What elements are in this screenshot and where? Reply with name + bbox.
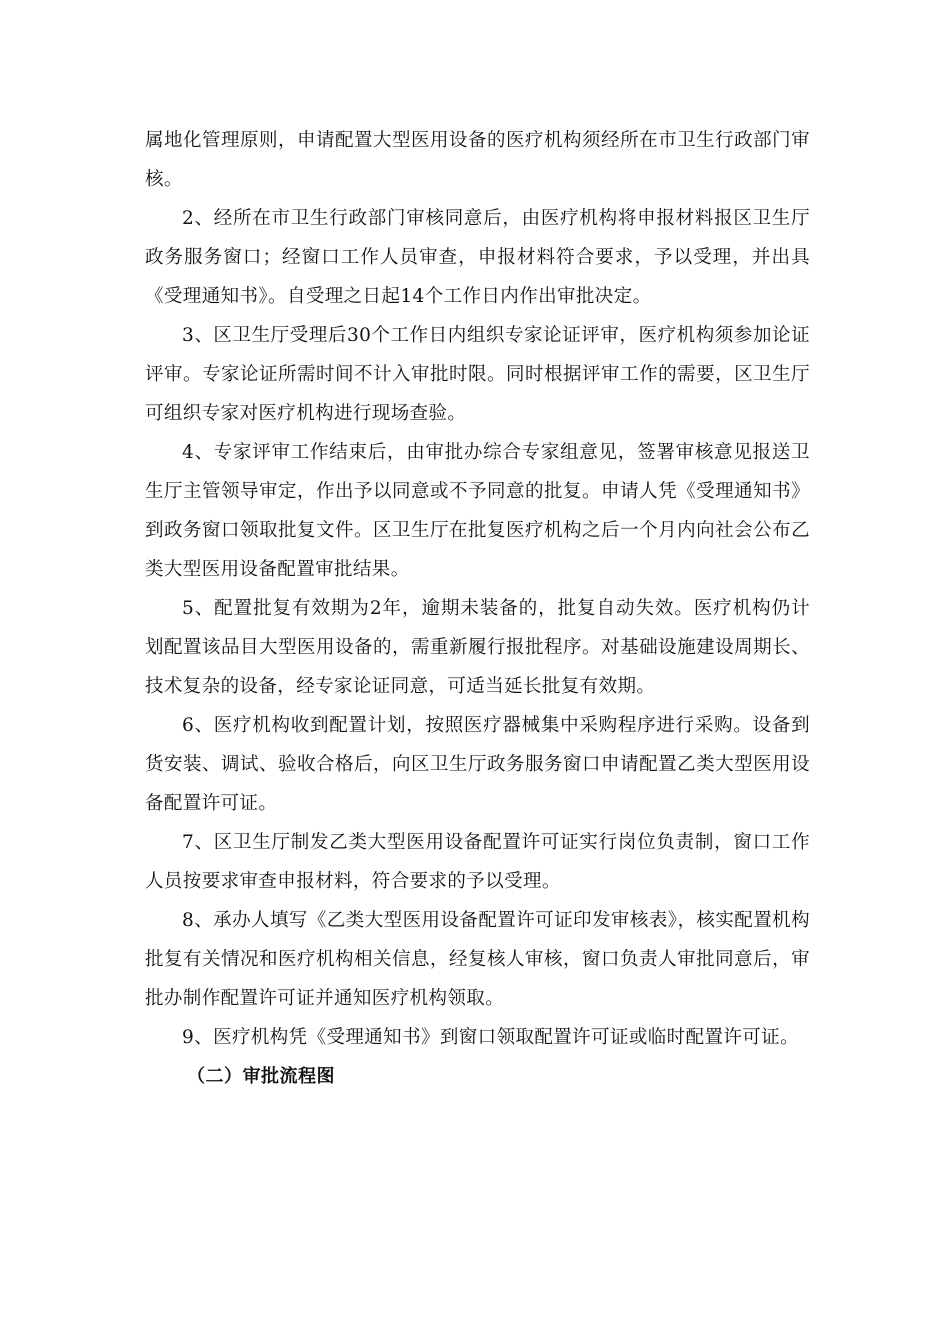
paragraph-step-3: 3、区卫生厅受理后30个工作日内组织专家论证评审，医疗机构须参加论证评审。专家论证所需时间不计入审批时限。同时根据评审工作的需要，区卫生厅可组织专家对医疗机构进行现场查验。 — [145, 325, 810, 424]
paragraph-step-9: 9、医疗机构凭《受理通知书》到窗口领取配置许可证或临时配置许可证。 — [182, 1027, 799, 1048]
paragraph-step-5: 5、配置批复有效期为2年，逾期未装备的，批复自动失效。医疗机构仍计划配置该品目大型医用设备的，需重新履行报批程序。对基础设施建设周期长、技术复杂的设备，经专家论证同意，可适当延长批复有效期。 — [145, 598, 810, 697]
paragraph-continuation: 属地化管理原则，申请配置大型医用设备的医疗机构须经所在市卫生行政部门审核。 — [145, 130, 810, 190]
paragraph-step-2: 2、经所在市卫生行政部门审核同意后，由医疗机构将申报材料报区卫生厅政务服务窗口；经窗口工作人员审查，申报材料符合要求，予以受理，并出具《受理通知书》。自受理之日起14个工作日内作出审批决定。 — [145, 208, 810, 307]
section-heading: （二）审批流程图 — [187, 1066, 335, 1087]
paragraph-step-7: 7、区卫生厅制发乙类大型医用设备配置许可证实行岗位负责制，窗口工作人员按要求审查申报材料，符合要求的予以受理。 — [145, 832, 810, 892]
paragraph-step-8: 8、承办人填写《乙类大型医用设备配置许可证印发审核表》，核实配置机构批复有关情况和医疗机构相关信息，经复核人审核，窗口负责人审批同意后，审批办制作配置许可证并通知医疗机构领取。 — [145, 910, 810, 1009]
paragraph-step-6: 6、医疗机构收到配置计划，按照医疗器械集中采购程序进行采购。设备到货安装、调试、验收合格后，向区卫生厅政务服务窗口申请配置乙类大型医用设备配置许可证。 — [145, 715, 810, 814]
paragraph-step-4: 4、专家评审工作结束后，由审批办综合专家组意见，签署审核意见报送卫生厅主管领导审定，作出予以同意或不予同意的批复。申请人凭《受理通知书》到政务窗口领取批复文件。区卫生厅在批复医疗机构之后一个月内向社会公布乙类大型医用设备配置审批结果。 — [145, 442, 810, 580]
document-body — [145, 121, 810, 1096]
